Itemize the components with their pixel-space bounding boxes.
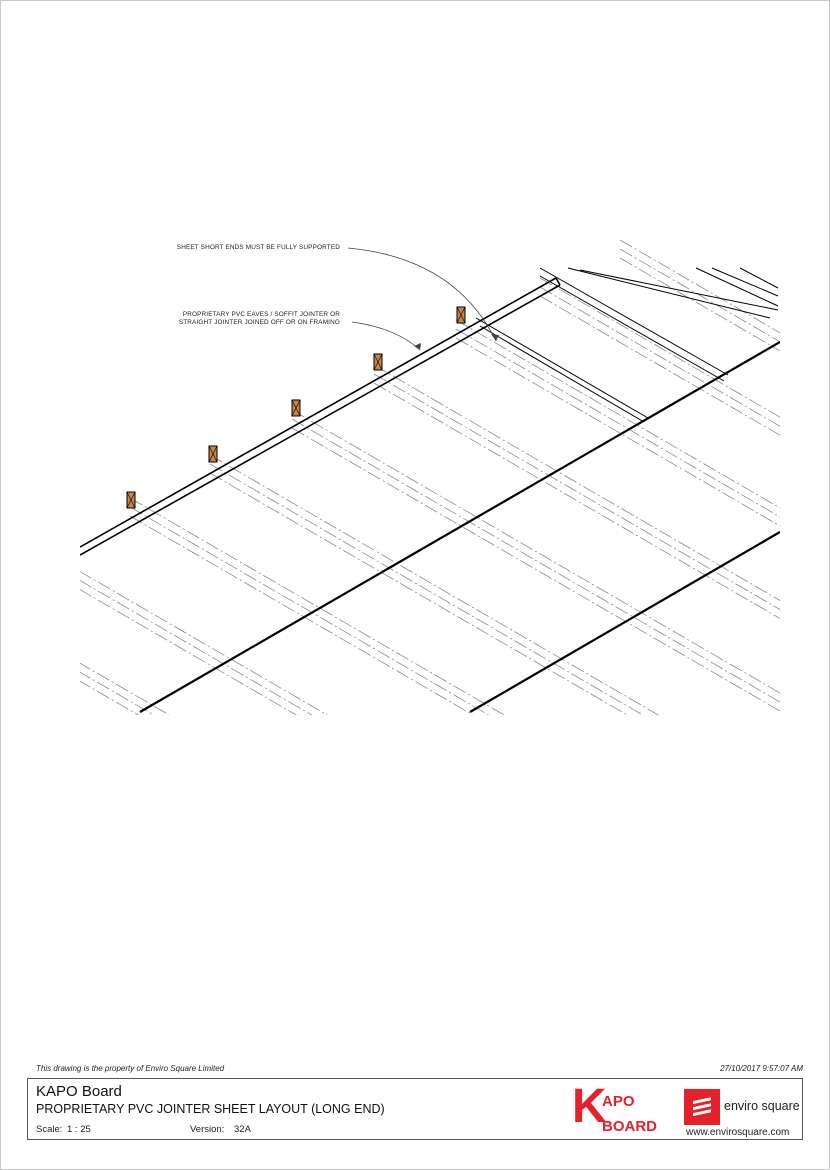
framing-line [292, 419, 830, 883]
kapo-logo-board: BOARD [602, 1118, 657, 1135]
sheet-joint-line [140, 342, 780, 712]
framing-line [374, 383, 830, 847]
drawing-title: KAPO Board [36, 1083, 122, 1100]
title-block [27, 1078, 803, 1140]
framing-line [60, 560, 830, 1024]
enviro-square-logo-icon [684, 1089, 720, 1125]
timber-block [209, 446, 217, 462]
kapo-board-logo [572, 1080, 672, 1137]
note-short-ends [60, 244, 340, 252]
framing-line [130, 516, 830, 980]
framing-line [540, 296, 830, 760]
framing-line [210, 473, 830, 937]
drawing-subtitle: PROPRIETARY PVC JOINTER SHEET LAYOUT (LONG END) [36, 1102, 385, 1116]
framing-line [60, 569, 830, 1033]
framing-line [456, 329, 830, 793]
scale-value: 1 : 25 [67, 1124, 91, 1135]
framing-line [456, 338, 830, 802]
framing-line [456, 320, 830, 784]
framing-line [40, 640, 830, 1104]
timber-block [374, 354, 382, 370]
timber-block [457, 307, 465, 323]
framing-line [40, 649, 830, 1113]
version-label: Version: [190, 1124, 225, 1135]
version-value: 32A [234, 1124, 251, 1135]
framing-line [374, 374, 830, 838]
arrowhead-2 [414, 343, 421, 350]
framing-line [210, 455, 830, 919]
framing-line [210, 464, 830, 928]
support-blocks [127, 307, 465, 508]
leader-line-2 [352, 322, 420, 350]
framing-line [60, 578, 830, 1042]
property-notice: This drawing is the property of Enviro Square Limited [36, 1064, 225, 1073]
arrowhead-1 [491, 334, 499, 341]
leader-lines [348, 248, 496, 350]
timber-block [292, 400, 300, 416]
framing-line [540, 278, 830, 742]
framing-line [540, 287, 830, 751]
framing-line [292, 410, 830, 874]
framing-centerlines [20, 240, 830, 1170]
framing-line [620, 258, 830, 722]
timber-block [127, 492, 135, 508]
enviro-square-name: enviro square [724, 1099, 800, 1113]
note-pvc-jointer-line2: STRAIGHT JOINTER JOINED OFF OR ON FRAMING [178, 319, 340, 326]
leader-arrows [414, 334, 499, 350]
enviro-square-url[interactable]: www.envirosquare.com [686, 1127, 790, 1138]
print-datetime: 27/10/2017 9:57:07 AM [720, 1064, 803, 1073]
kapo-logo-apo: APO [602, 1093, 635, 1110]
leader-line-1 [348, 248, 496, 341]
sheet-layout [20, 240, 830, 1170]
scale-label: Scale: [36, 1124, 63, 1135]
kapo-logo-k: K [572, 1080, 607, 1133]
note-short-ends-text: SHEET SHORT ENDS MUST BE FULLY SUPPORTED [176, 244, 340, 251]
framing-line [40, 658, 830, 1122]
sheet-joint-line [470, 532, 780, 712]
framing-line [374, 365, 830, 829]
sheet-joints [140, 342, 780, 712]
note-pvc-jointer [60, 311, 340, 327]
note-pvc-jointer-line1: PROPRIETARY PVC EAVES / SOFFIT JOINTER OR [182, 311, 340, 318]
